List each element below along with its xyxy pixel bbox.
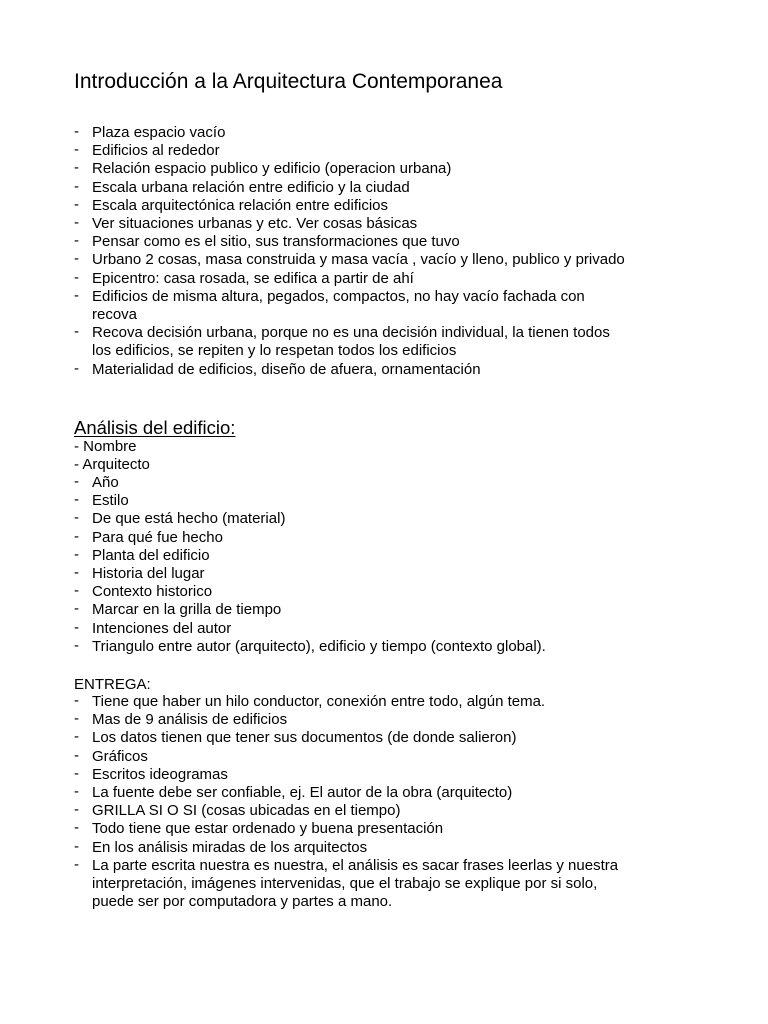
- analysis-list-item: [74, 474, 546, 492]
- list-item-text: Marcar en la grilla de tiempo: [92, 601, 282, 619]
- list-item-text: Urbano 2 cosas, masa construida y masa vacía , vacío y lleno, publico y privado: [92, 251, 625, 269]
- intro-list-item: [74, 251, 625, 269]
- bullet-dash: -: [74, 545, 79, 563]
- list-item-text: De que está hecho (material): [92, 510, 286, 528]
- bullet-dash: -: [74, 195, 79, 213]
- bullet-dash: -: [74, 177, 79, 195]
- list-item-text: Para qué fue hecho: [92, 528, 223, 546]
- analysis-list-item: [74, 510, 546, 528]
- analysis-list-item: [74, 620, 546, 638]
- intro-list-item: [74, 288, 625, 324]
- entrega-list-item: [74, 839, 618, 857]
- analysis-list-item: [74, 565, 546, 583]
- analysis-list-item: [74, 529, 546, 547]
- bullet-dash: -: [74, 232, 79, 250]
- entrega-list-item: [74, 802, 618, 820]
- intro-list-item: [74, 179, 625, 197]
- bullet-dash: -: [74, 323, 79, 341]
- entrega-list-item: [74, 693, 618, 711]
- list-item-text: Todo tiene que estar ordenado y buena presentación: [92, 820, 444, 838]
- list-item-text: Escala urbana relación entre edificio y la ciudad: [92, 178, 410, 196]
- list-item-text: los edificios, se repiten y lo respetan todos los edificios: [92, 342, 457, 360]
- list-item-text: Recova decisión urbana, porque no es una decisión individual, la tienen todos: [92, 324, 610, 342]
- analysis-plain-item-arquitecto: - Arquitecto: [74, 456, 150, 473]
- bullet-dash: -: [74, 618, 79, 636]
- document-title: Introducción a la Arquitectura Contemporanea: [74, 70, 503, 93]
- bullet-dash: -: [74, 855, 79, 873]
- list-item-text: interpretación, imágenes intervenidas, que el trabajo se explique por si solo,: [92, 875, 598, 893]
- intro-list-item: [74, 197, 625, 215]
- analysis-list-item: [74, 547, 546, 565]
- list-item-text: Pensar como es el sitio, sus transformaciones que tuvo: [92, 233, 460, 251]
- list-item-text: Epicentro: casa rosada, se edifica a partir de ahí: [92, 269, 414, 287]
- bullet-dash: -: [74, 600, 79, 618]
- list-item-text: Mas de 9 análisis de edificios: [92, 711, 288, 729]
- bullet-dash: -: [74, 214, 79, 232]
- list-item-text: Contexto historico: [92, 583, 213, 601]
- bullet-dash: -: [74, 710, 79, 728]
- intro-list-item: [74, 324, 625, 360]
- intro-list-item: [74, 215, 625, 233]
- entrega-list-item: [74, 766, 618, 784]
- list-item-text: Relación espacio publico y edificio (operacion urbana): [92, 160, 452, 178]
- bullet-dash: -: [74, 819, 79, 837]
- intro-list-item: [74, 233, 625, 251]
- bullet-dash: -: [74, 527, 79, 545]
- list-item-text: Edificios al rededor: [92, 142, 220, 160]
- list-item-text: Edificios de misma altura, pegados, compactos, no hay vacío fachada con: [92, 287, 585, 305]
- bullet-dash: -: [74, 141, 79, 159]
- bullet-dash: -: [74, 286, 79, 304]
- intro-list-item: [74, 270, 625, 288]
- analysis-list-item: [74, 638, 546, 656]
- analysis-list-item: [74, 601, 546, 619]
- list-item-text: Año: [92, 474, 119, 491]
- list-item-text: Plaza espacio vacío: [92, 124, 226, 141]
- list-item-text: La fuente debe ser confiable, ej. El autor de la obra (arquitecto): [92, 784, 513, 802]
- entrega-list-item: [74, 857, 618, 912]
- list-item-text: GRILLA SI O SI (cosas ubicadas en el tiempo): [92, 802, 401, 820]
- bullet-dash: -: [74, 359, 79, 377]
- entrega-list-item: [74, 748, 618, 766]
- list-item-text: Planta del edificio: [92, 546, 210, 564]
- list-item-text: Ver situaciones urbanas y etc. Ver cosas básicas: [92, 215, 418, 233]
- bullet-dash: -: [74, 636, 79, 654]
- intro-list: [74, 124, 625, 379]
- list-item-text: En los análisis miradas de los arquitectos: [92, 838, 368, 856]
- list-item-text: Escritos ideogramas: [92, 765, 228, 783]
- intro-list-item: [74, 160, 625, 178]
- intro-list-item: [74, 361, 625, 379]
- entrega-list: [74, 693, 618, 911]
- list-item-text: La parte escrita nuestra es nuestra, el análisis es sacar frases leerlas y nuestra: [92, 856, 619, 874]
- bullet-dash: -: [74, 783, 79, 801]
- bullet-dash: -: [74, 509, 79, 527]
- list-item-text: Tiene que haber un hilo conductor, conexión entre todo, algún tema.: [92, 693, 546, 710]
- entrega-heading: ENTREGA:: [74, 676, 151, 693]
- bullet-dash: -: [74, 692, 79, 709]
- bullet-dash: -: [74, 564, 79, 582]
- entrega-list-item: [74, 711, 618, 729]
- bullet-dash: -: [74, 801, 79, 819]
- bullet-dash: -: [74, 123, 79, 140]
- analysis-list-item: [74, 583, 546, 601]
- analysis-heading: Análisis del edificio:: [74, 417, 236, 438]
- list-item-text: Materialidad de edificios, diseño de afuera, ornamentación: [92, 360, 481, 378]
- bullet-dash: -: [74, 837, 79, 855]
- list-item-text: puede ser por computadora y partes a mano.: [92, 893, 393, 911]
- bullet-dash: -: [74, 473, 79, 490]
- list-item-text: Estilo: [92, 492, 129, 510]
- analysis-list: [74, 474, 546, 656]
- bullet-dash: -: [74, 250, 79, 268]
- entrega-list-item: [74, 729, 618, 747]
- analysis-plain-item-nombre: - Nombre: [74, 438, 137, 455]
- entrega-list-item: [74, 784, 618, 802]
- bullet-dash: -: [74, 268, 79, 286]
- bullet-dash: -: [74, 582, 79, 600]
- list-item-text: recova: [92, 306, 138, 324]
- bullet-dash: -: [74, 764, 79, 782]
- list-item-text: Intenciones del autor: [92, 619, 232, 637]
- list-item-text: Los datos tienen que tener sus documentos (de donde salieron): [92, 729, 517, 747]
- bullet-dash: -: [74, 746, 79, 764]
- bullet-dash: -: [74, 159, 79, 177]
- list-item-text: Triangulo entre autor (arquitecto), edificio y tiempo (contexto global).: [92, 637, 546, 655]
- list-item-text: Escala arquitectónica relación entre edificios: [92, 196, 388, 214]
- bullet-dash: -: [74, 491, 79, 509]
- list-item-text: Gráficos: [92, 747, 148, 765]
- intro-list-item: [74, 142, 625, 160]
- analysis-list-item: [74, 492, 546, 510]
- entrega-list-item: [74, 820, 618, 838]
- bullet-dash: -: [74, 728, 79, 746]
- list-item-text: Historia del lugar: [92, 565, 205, 583]
- intro-list-item: [74, 124, 625, 142]
